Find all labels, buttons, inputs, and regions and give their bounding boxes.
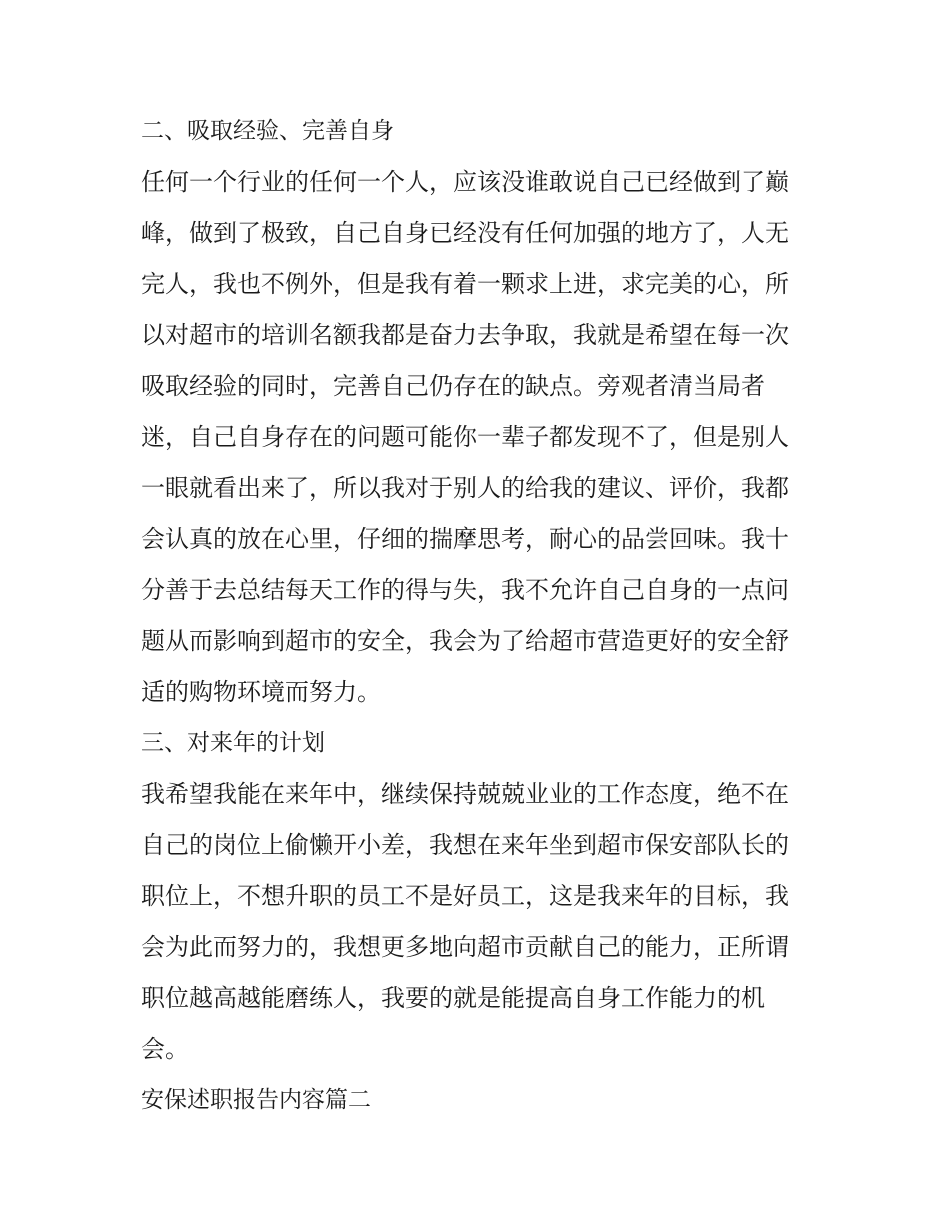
paragraph-line: 职位上，不想升职的员工不是好员工，这是我来年的目标，我 [141, 882, 789, 910]
paragraph-line: 会认真的放在心里，仔细的揣摩思考，耐心的品尝回味。我十 [141, 525, 789, 553]
paragraph-line: 完人，我也不例外，但是我有着一颗求上进，求完美的心，所 [141, 270, 789, 298]
paragraph-line: 任何一个行业的任何一个人，应该没谁敢说自己已经做到了巅 [141, 168, 789, 196]
paragraph-line: 自己的岗位上偷懒开小差，我想在来年坐到超市保安部队长的 [141, 831, 789, 859]
section-heading-next-year-plan: 三、对来年的计划 [141, 730, 325, 756]
paragraph-line: 会为此而努力的，我想更多地向超市贡献自己的能力，正所谓 [141, 933, 789, 961]
paragraph-line: 一眼就看出来了，所以我对于别人的给我的建议、评价，我都 [141, 474, 789, 502]
paragraph-line: 吸取经验的同时，完善自己仍存在的缺点。旁观者清当局者 [141, 372, 765, 400]
paragraph-line: 题从而影响到超市的安全，我会为了给超市营造更好的安全舒 [141, 627, 789, 655]
paragraph-line: 会。 [141, 1035, 189, 1063]
document-body [141, 106, 821, 1126]
document-subtitle: 安保述职报告内容篇二 [141, 1087, 371, 1113]
paragraph-line: 峰，做到了极致，自己自身已经没有任何加强的地方了，人无 [141, 219, 789, 247]
paragraph-line: 适的购物环境而努力。 [141, 678, 381, 706]
paragraph-line: 迷，自己自身存在的问题可能你一辈子都发现不了，但是别人 [141, 423, 789, 451]
paragraph-line: 分善于去总结每天工作的得与失，我不允许自己自身的一点问 [141, 576, 789, 604]
paragraph-line: 我希望我能在来年中，继续保持兢兢业业的工作态度，绝不在 [141, 780, 789, 808]
section-heading-learn-improve: 二、吸取经验、完善自身 [141, 118, 394, 144]
paragraph-line: 职位越高越能磨练人，我要的就是能提高自身工作能力的机 [141, 984, 765, 1012]
paragraph-line: 以对超市的培训名额我都是奋力去争取，我就是希望在每一次 [141, 321, 789, 349]
